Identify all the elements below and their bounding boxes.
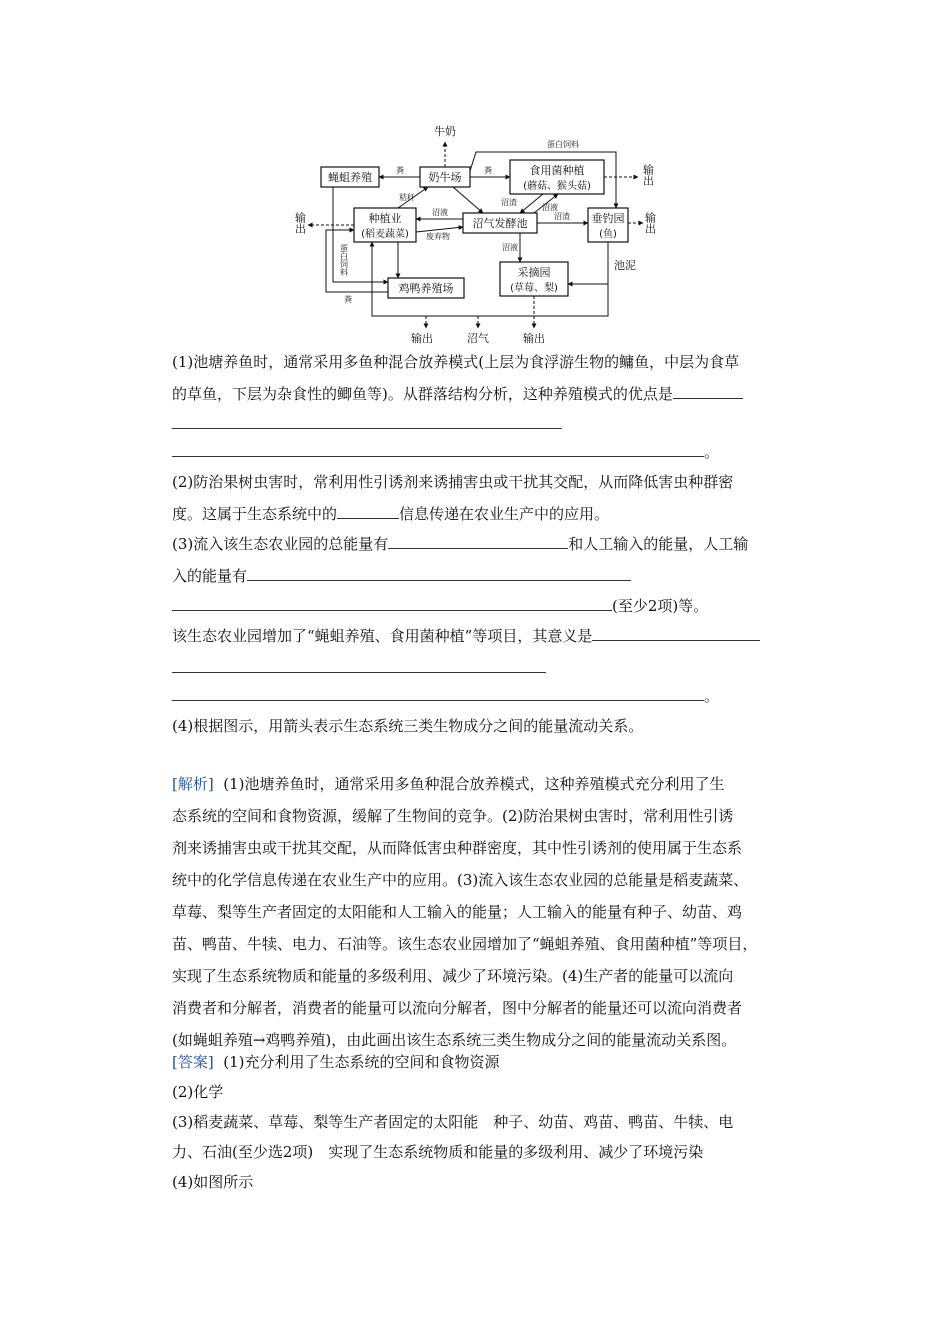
answer-line-1 <box>172 1052 500 1072</box>
node-picking: 采摘园 <box>517 266 551 279</box>
q1-line-1: (1)池塘养鱼时，通常采用多鱼种混合放养模式(上层为食浮游生物的鳙鱼，中层为食草 <box>172 353 740 371</box>
analysis-line-4: 统中的化学信息传递在农业生产中的应用。(3)流入该生态农业园的总能量是稻麦蔬菜、 <box>172 871 749 889</box>
label-straw: 秸秆 <box>399 193 415 202</box>
q3-line-1b: 和人工输入的能量，人工输 <box>568 535 749 553</box>
answer-line-2: (2)化学 <box>172 1083 224 1101</box>
q3-line-2 <box>172 566 631 586</box>
q3-line-4-text: 该生态农业园增加了“蝇蛆养殖、食用菌种植”等项目，其意义是 <box>172 627 593 645</box>
q2-line-2a: 度。这属于生态系统中的 <box>172 505 338 523</box>
node-duck: 鸡鸭养殖场 <box>398 282 454 295</box>
answer-tag: [答案] <box>172 1053 214 1071</box>
node-fishpond: 垂钓园 <box>591 212 625 225</box>
label-slurry-2: 沼液 <box>432 208 448 217</box>
q3-blank-1 <box>388 534 568 549</box>
analysis-line-7: 实现了生态系统物质和能量的多级利用、减少了环境污染。(4)生产者的能量可以流向 <box>172 967 734 985</box>
answer-a1: (1)充分利用了生态系统的空间和食物资源 <box>223 1053 500 1071</box>
label-output-right-mid: 输出 <box>643 212 657 234</box>
analysis-line-8: 消费者和分解者，消费者的能量可以流向分解者，图中分解者的能量还可以流向消费者 <box>172 999 743 1017</box>
q3-line-2-text: 入的能量有 <box>172 567 248 585</box>
analysis-line-2: 态系统的空间和食物资源，缓解了生物间的竞争。(2)防治果树虫害时，常利用性引诱 <box>172 807 734 825</box>
node-fungus: 食用菌种植 <box>529 164 585 177</box>
q1-end: 。 <box>704 443 720 461</box>
analysis-line-9: (如蝇蛆养殖→鸡鸭养殖)，由此画出该生态系统三类生物成分之间的能量流动关系图。 <box>172 1031 737 1049</box>
label-residue-2: 沼渣 <box>554 212 570 221</box>
label-output-right-top: 输出 <box>641 164 655 186</box>
node-fly: 蝇蛆养殖 <box>328 171 372 184</box>
analysis-tag: [解析] <box>172 775 214 793</box>
analysis-line-5: 草莓、梨等生产者固定的太阳能和人工输入的能量；人工输入的能量有种子、幼苗、鸡 <box>172 903 743 921</box>
label-manure-1: 粪 <box>396 166 404 175</box>
q3-blank-3 <box>172 596 612 611</box>
q3-line-6 <box>172 686 719 706</box>
label-output-bottom-1: 输出 <box>411 332 433 345</box>
q1-line-2 <box>172 384 743 404</box>
q3-blank-4 <box>592 626 760 641</box>
answer-line-3: (3)稻麦蔬菜、草莓、梨等生产者固定的太阳能 种子、幼苗、鸡苗、鸭苗、牛犊、电 <box>172 1113 734 1131</box>
q3-line-3 <box>172 596 708 616</box>
q3-line-1 <box>172 534 748 554</box>
label-slurry-3: 沼液 <box>502 243 518 252</box>
analysis-line-3: 剂来诱捕害虫或干扰其交配，从而降低害虫种群密度，其中性引诱剂的使用属于生态系 <box>172 839 743 857</box>
label-milk: 牛奶 <box>434 125 456 138</box>
label-biogas-gas: 沼气 <box>467 332 489 345</box>
label-manure-2: 粪 <box>484 166 492 175</box>
q3-blank-2 <box>247 566 631 581</box>
q4-line: (4)根据图示，用箭头表示生态系统三类生物成分之间的能量流动关系。 <box>172 717 644 735</box>
label-protein-feed-left: 蛋白饲料 <box>339 244 349 276</box>
q2-blank <box>337 504 399 519</box>
label-output-bottom-2: 输出 <box>523 332 545 345</box>
q3-line-4 <box>172 626 760 646</box>
label-residue-1: 沼渣 <box>501 198 517 207</box>
answer-line-4: 力、石油(至少选2项) 实现了生态系统物质和能量的多级利用、减少了环境污染 <box>172 1143 704 1161</box>
q1-blank-1 <box>673 384 743 399</box>
analysis-line-1 <box>172 774 725 794</box>
node-crop-sub: (稻麦蔬菜) <box>361 229 409 240</box>
q1-blank-2 <box>172 428 562 429</box>
q2-line-2 <box>172 504 609 524</box>
label-waste: 废弃物 <box>426 232 450 241</box>
node-fishpond-sub: (鱼) <box>599 229 617 240</box>
q3-line-3-text: (至少2项)等。 <box>612 597 709 615</box>
analysis-l1: (1)池塘养鱼时，通常采用多鱼种混合放养模式，这种养殖模式充分利用了生 <box>223 775 725 793</box>
label-sludge: 池泥 <box>614 259 636 272</box>
q3-end: 。 <box>704 687 720 705</box>
node-biogas: 沼气发酵池 <box>472 217 528 230</box>
node-fungus-sub: (蘑菇、猴头菇) <box>523 181 591 192</box>
q1-line-3 <box>172 442 719 462</box>
eco-farm-diagram <box>288 122 668 346</box>
label-output-left: 输出 <box>293 212 307 234</box>
q3-blank-5 <box>172 672 546 673</box>
q1-line-2-text: 的草鱼，下层为杂食性的鲫鱼等)。从群落结构分析，这种养殖模式的优点是 <box>172 385 673 403</box>
node-crop: 种植业 <box>368 212 402 225</box>
answer-line-5: (4)如图所示 <box>172 1173 254 1191</box>
q3-blank-6 <box>172 686 704 701</box>
label-protein-feed-top: 蛋白饲料 <box>547 140 579 149</box>
q1-blank-3 <box>172 442 704 457</box>
label-manure-3: 粪 <box>344 295 352 304</box>
label-slurry-1: 沼液 <box>542 203 558 212</box>
q2-line-2b: 信息传递在农业生产中的应用。 <box>399 505 610 523</box>
analysis-line-6: 苗、鸭苗、牛犊、电力、石油等。该生态农业园增加了“蝇蛆养殖、食用菌种植”等项目， <box>172 935 758 953</box>
node-dairy: 奶牛场 <box>428 171 462 184</box>
node-picking-sub: (草莓、梨) <box>510 283 558 294</box>
q2-line-1: (2)防治果树虫害时，常利用性引诱剂来诱捕害虫或干扰其交配，从而降低害虫种群密 <box>172 473 734 491</box>
q3-line-1a: (3)流入该生态农业园的总能量有 <box>172 535 389 553</box>
